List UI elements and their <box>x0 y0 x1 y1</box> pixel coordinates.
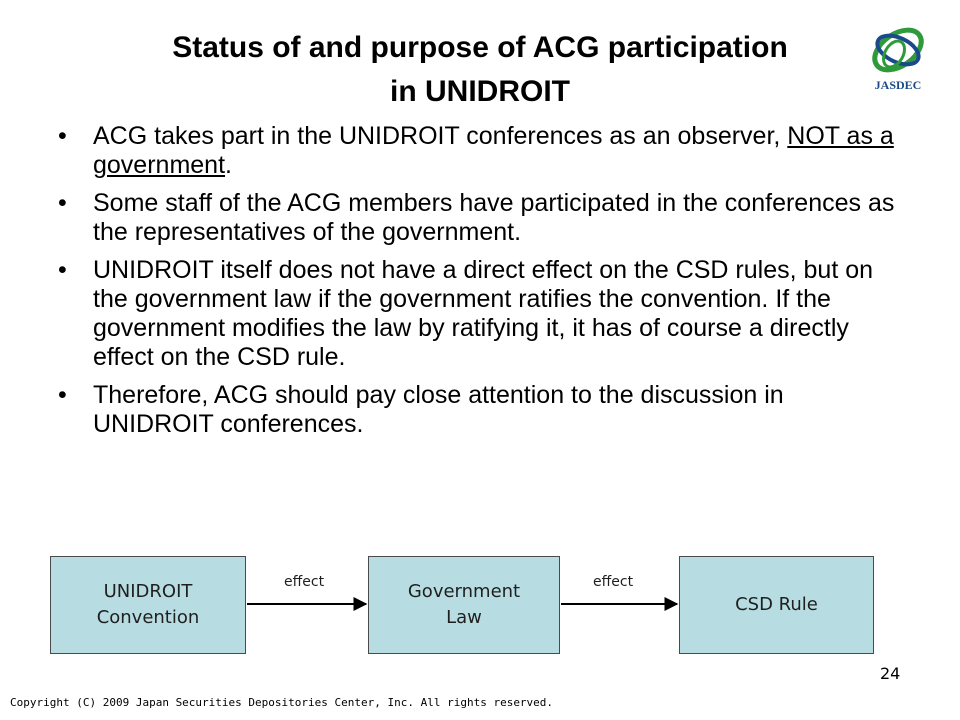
list-item <box>58 256 908 372</box>
csd-rule-box <box>679 556 874 654</box>
bullet-marker: • <box>58 256 67 284</box>
bullet-text-end: . <box>225 151 232 179</box>
unidroit-convention-box <box>50 556 246 654</box>
box-label: CSD Rule <box>735 594 818 615</box>
bullet-text: Some staff of the ACG members have participated in the conferences as the representatives of the government. <box>93 189 895 246</box>
bullet-underlined-text: NOT as a government <box>93 122 894 179</box>
slide-title <box>60 26 900 114</box>
bullet-list <box>58 122 908 448</box>
list-item <box>58 122 908 180</box>
bullet-marker: • <box>58 122 67 150</box>
title-line-1: Status of and purpose of ACG participation <box>172 31 788 64</box>
box-label: Government Law <box>407 581 521 628</box>
list-item <box>58 189 908 247</box>
bullet-text: Therefore, ACG should pay close attention to the discussion in UNIDROIT conferences. <box>93 381 784 438</box>
bullet-marker: • <box>58 189 67 217</box>
bullet-text: UNIDROIT itself does not have a direct effect on the CSD rules, but on the government law if the government ratifies the convention. If the government modifies the law by ratifying it, it has of course a directly effect on the CSD rule. <box>93 256 874 371</box>
effect-label-1: effect <box>284 574 325 590</box>
box-label: UNIDROIT Convention <box>96 581 200 628</box>
page-number: 24 <box>880 664 901 683</box>
list-item <box>58 381 908 439</box>
bullet-text: ACG takes part in the UNIDROIT conferences as an observer, <box>93 122 788 150</box>
bullet-marker: • <box>58 381 67 409</box>
government-law-box <box>368 556 560 654</box>
copyright-notice: Copyright (C) 2009 Japan Securities Depositories Center, Inc. All rights reserved. <box>10 696 554 709</box>
effect-label-2: effect <box>593 574 634 590</box>
title-line-2: in UNIDROIT <box>390 75 570 108</box>
logo-text: JASDEC <box>874 78 922 92</box>
